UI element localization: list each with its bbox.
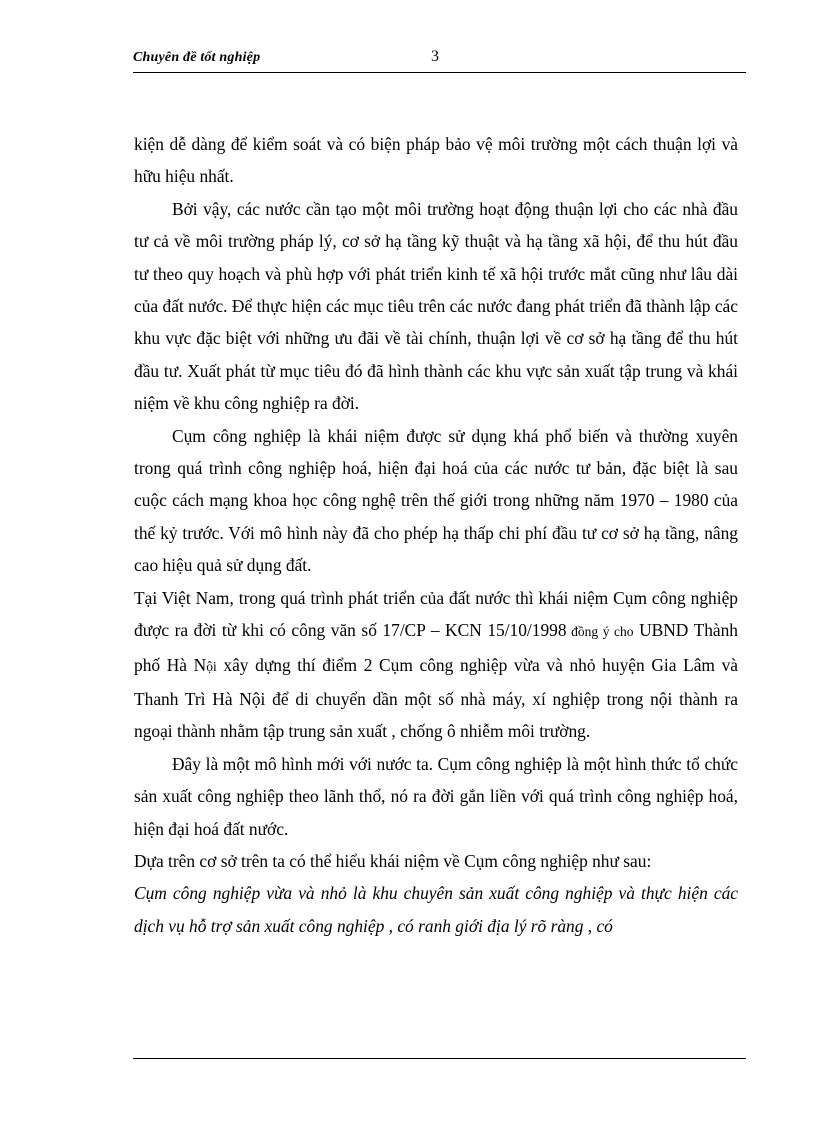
document-body bbox=[134, 128, 738, 942]
paragraph-1: kiện dễ dàng để kiểm soát và có biện pháp bảo vệ môi trường một cách thuận lợi và hữu hiệu nhất. bbox=[134, 134, 738, 187]
page-header bbox=[133, 46, 746, 72]
header-title: Chuyên đề tốt nghiệp bbox=[133, 50, 261, 65]
paragraph-4-part-c: xây dựng thí điểm 2 Cụm công nghiệp vừa và nhỏ huyện Gia Lâm và Thanh Trì Hà Nội để di chuyển dần một số nhà máy, xí nghiệp trong nội thành ra ngoại thành nhằm tập trung sản xuất , chống ô nhiễm môi trường. bbox=[134, 654, 738, 742]
page-number: 3 bbox=[431, 48, 439, 65]
paragraph-4-part-b: UBND Thành phố Hà N bbox=[134, 620, 739, 675]
paragraph-4-small-2: ội bbox=[206, 658, 217, 674]
header-rule bbox=[133, 72, 746, 73]
paragraph-3: Cụm công nghiệp là khái niệm được sử dụng khá phổ biến và thường xuyên trong quá trình công nghiệp hoá, hiện đại hoá của các nước tư bản, đặc biệt là sau cuộc cách mạng khoa học công nghệ trên thế giới trong những năm 1970 – 1980 của thế kỷ trước. Với mô hình này đã cho phép hạ thấp chi phí đầu tư cơ sở hạ tầng, nâng cao hiệu quả sử dụng đất. bbox=[134, 425, 738, 576]
paragraph-5: Đây là một mô hình mới với nước ta. Cụm công nghiệp là một hình thức tổ chức sản xuất công nghiệp theo lãnh thổ, nó ra đời gắn liền với quá trình công nghiệp hoá, hiện đại hoá đất nước. bbox=[134, 753, 738, 839]
footer-rule bbox=[133, 1058, 746, 1059]
paragraph-4 bbox=[134, 582, 738, 748]
paragraph-2: Bởi vậy, các nước cần tạo một môi trường hoạt động thuận lợi cho các nhà đầu tư cả về môi trường pháp lý, cơ sở hạ tầng kỹ thuật và hạ tầng xã hội, để thu hút đầu tư theo quy hoạch và phù hợp với phát triển kinh tế xã hội trước mắt cũng như lâu dài của đất nước. Để thực hiện các mục tiêu trên các nước đang phát triển đã thành lập các khu vực đặc biệt với những ưu đãi về tài chính, thuận lợi về cơ sở hạ tầng để thu hút đầu tư. Xuất phát từ mục tiêu đó đã hình thành các khu vực sản xuất tập trung và khái niệm về khu công nghiệp ra đời. bbox=[134, 198, 738, 414]
definition-paragraph: Cụm công nghiệp vừa và nhỏ là khu chuyên sản xuất công nghiệp và thực hiện các dịch vụ hỗ trợ sản xuất công nghiệp , có ranh giới địa lý rõ ràng , có bbox=[134, 883, 738, 936]
paragraph-4-small-1: đồng ý cho bbox=[566, 624, 634, 640]
paragraph-4-part-a: Tại Việt Nam, trong quá trình phát triển của đất nước thì khái niệm Cụm công nghiệp được ra đời từ khi có công văn số 17/CP – KCN 15/10/1998 bbox=[134, 587, 738, 641]
paragraph-6: Dựa trên cơ sở trên ta có thể hiểu khái niệm về Cụm công nghiệp như sau: bbox=[134, 850, 652, 871]
